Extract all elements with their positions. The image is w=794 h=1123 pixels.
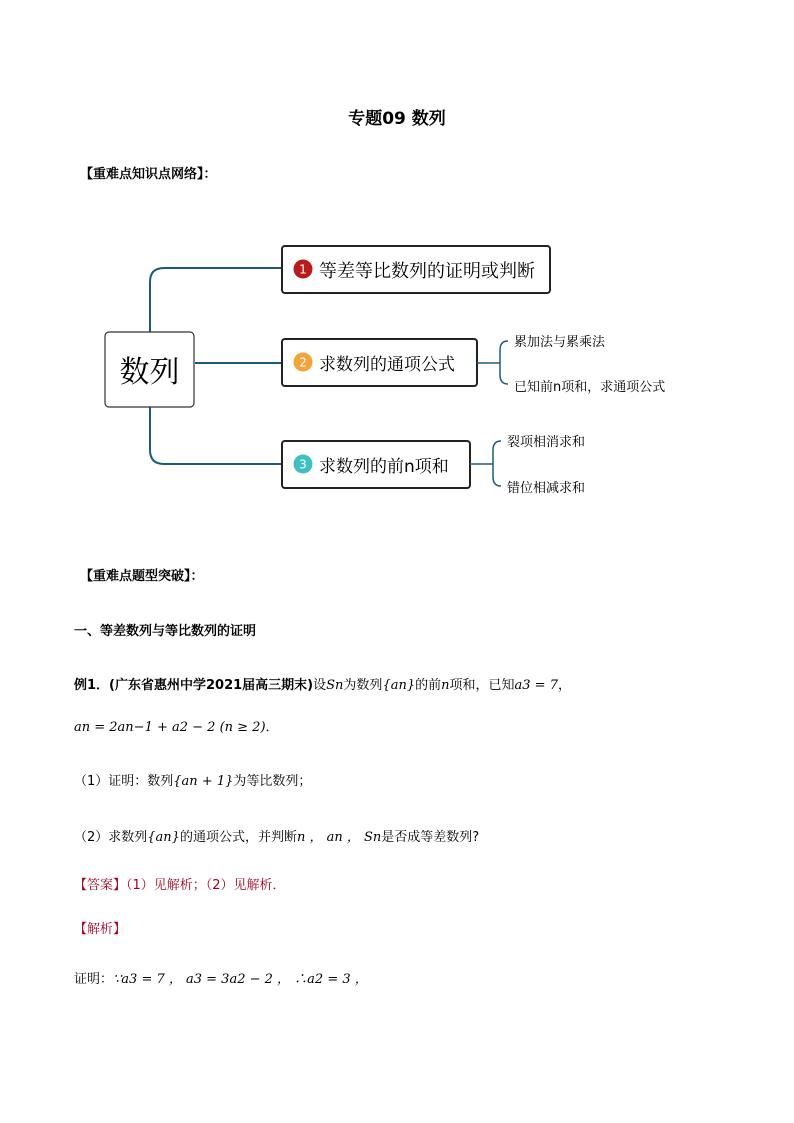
q1-suffix: 为等比数列； <box>233 774 312 789</box>
q2-mid: 的通项公式，并判断 <box>179 830 297 845</box>
branch-3-label: 求数列的前n项和 <box>319 457 449 477</box>
math-q1-seq: {an + 1} <box>173 774 234 789</box>
connector-root-branch1 <box>150 268 282 332</box>
branch-2-leaf-1: 累加法与累乘法 <box>514 335 606 350</box>
branch-1-number: 1 <box>299 262 307 277</box>
question-2 <box>74 826 479 845</box>
analysis-label: 【解析】 <box>74 922 127 937</box>
branch-2-number: 2 <box>299 355 307 370</box>
section-heading-breakthrough: 【重难点题型突破】： <box>80 569 204 584</box>
example-1-line-1 <box>74 674 571 693</box>
q2-prefix: （2）求数列 <box>74 830 148 845</box>
example-text-b: 为数列 <box>343 678 383 693</box>
branch-3-leaf-2: 错位相减求和 <box>507 481 586 496</box>
math-q2-vars: n ， an ， Sn <box>296 830 382 845</box>
example-label: 例1． <box>74 678 110 693</box>
math-recurrence: an = 2an−1 + a2 − 2 (n ≥ 2) <box>74 720 266 735</box>
root-node-label: 数列 <box>119 355 180 390</box>
branch-2-leaf-bracket <box>477 341 508 384</box>
q1-prefix: （1）证明：数列 <box>74 774 174 789</box>
branch-3-leaf-1: 裂项相消求和 <box>507 435 586 450</box>
branch-3-number: 3 <box>299 457 307 472</box>
part-heading-1: 一、等差数列与等比数列的证明 <box>74 624 257 639</box>
example-text-c: 的前 <box>415 678 442 693</box>
example-source: (广东省惠州中学2021届高三期末) <box>109 678 314 693</box>
page-title: 专题09 数列 <box>348 109 446 129</box>
proof-prefix: 证明： <box>74 972 114 987</box>
example-1-line-2 <box>74 716 279 735</box>
branch-2-label: 求数列的通项公式 <box>319 355 455 375</box>
q2-suffix: 是否成等差数列? <box>381 830 480 845</box>
proof-line <box>74 968 368 987</box>
answer-label: 【答案】 <box>74 878 127 893</box>
section-heading-network: 【重难点知识点网络】： <box>80 167 217 182</box>
math-proof: ∵a3 = 7 ， a3 = 3a2 − 2 ， ∴a2 = 3 ， <box>113 972 368 987</box>
question-1 <box>74 770 311 789</box>
example-end: ． <box>265 720 279 735</box>
math-sn: Sn <box>326 678 344 693</box>
example-text-d: 项和，已知 <box>449 678 515 693</box>
math-n: n <box>441 678 450 693</box>
answer-text: （1）见解析；（2）见解析． <box>126 878 286 893</box>
mind-map-diagram <box>0 0 794 540</box>
connector-root-branch3 <box>150 406 282 464</box>
math-an-seq: {an} <box>382 678 416 693</box>
example-text-e: ， <box>557 678 571 693</box>
answer-line <box>74 874 286 893</box>
math-cond1: a3 = 7 <box>514 678 558 693</box>
branch-2-leaf-2: 已知前n项和，求通项公式 <box>514 380 666 395</box>
example-text-a: 设 <box>313 678 327 693</box>
math-q2-seq: {an} <box>147 830 180 845</box>
branch-3-leaf-bracket <box>470 441 501 486</box>
branch-1-label: 等差等比数列的证明或判断 <box>319 261 535 282</box>
